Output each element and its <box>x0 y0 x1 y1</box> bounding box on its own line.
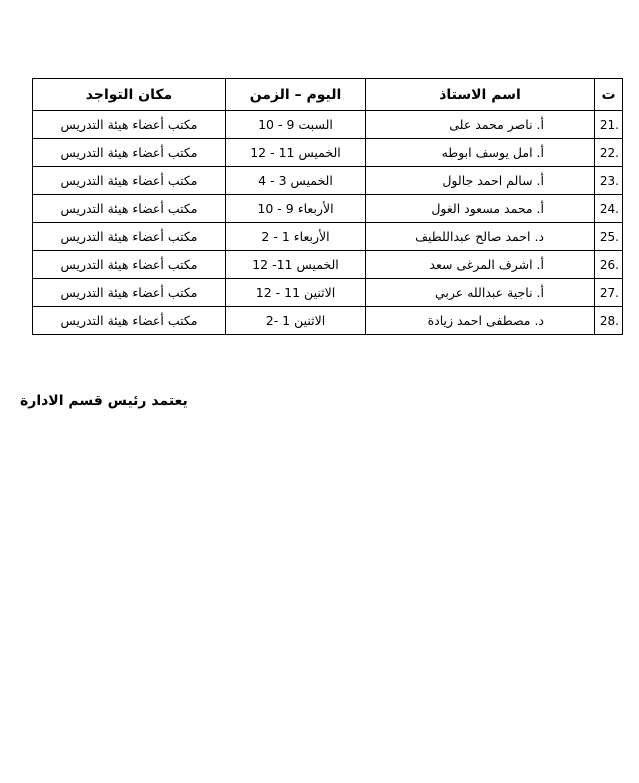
instructor-name: أ. اشرف المرغى سعد <box>366 251 595 279</box>
header-location: مكان التواجد <box>33 79 226 111</box>
row-number: 25. <box>595 223 623 251</box>
day-time: الاثنين 1 -2 <box>226 307 366 335</box>
instructor-name: أ. امل يوسف ابوطه <box>366 139 595 167</box>
location: مكتب أعضاء هيئة التدريس <box>33 111 226 139</box>
location: مكتب أعضاء هيئة التدريس <box>33 195 226 223</box>
row-number: 22. <box>595 139 623 167</box>
day-time: الخميس 3 - 4 <box>226 167 366 195</box>
location: مكتب أعضاء هيئة التدريس <box>33 307 226 335</box>
day-time: السبت 9 - 10 <box>226 111 366 139</box>
table-header-row <box>33 79 623 111</box>
row-number: 21. <box>595 111 623 139</box>
header-day-time: اليوم – الزمن <box>226 79 366 111</box>
row-number: 24. <box>595 195 623 223</box>
day-time: الأربعاء 9 - 10 <box>226 195 366 223</box>
row-number: 26. <box>595 251 623 279</box>
location: مكتب أعضاء هيئة التدريس <box>33 251 226 279</box>
row-number: 28. <box>595 307 623 335</box>
instructor-name: د. احمد صالح عبداللطيف <box>366 223 595 251</box>
row-number: 23. <box>595 167 623 195</box>
table-row <box>33 223 623 251</box>
instructor-name: أ. ناجية عبدالله عربي <box>366 279 595 307</box>
table-row <box>33 111 623 139</box>
table-row <box>33 195 623 223</box>
instructor-name: أ. ناصر محمد على <box>366 111 595 139</box>
row-number: 27. <box>595 279 623 307</box>
instructor-name: أ. سالم احمد جالول <box>366 167 595 195</box>
day-time: الخميس 11- 12 <box>226 251 366 279</box>
office-hours-table <box>32 78 623 335</box>
table-row <box>33 139 623 167</box>
header-number: ت <box>595 79 623 111</box>
location: مكتب أعضاء هيئة التدريس <box>33 167 226 195</box>
header-instructor-name: اسم الاستاذ <box>366 79 595 111</box>
day-time: الأربعاء 1 - 2 <box>226 223 366 251</box>
table-row <box>33 167 623 195</box>
table-row <box>33 279 623 307</box>
instructor-name: د. مصطفى احمد زيادة <box>366 307 595 335</box>
location: مكتب أعضاء هيئة التدريس <box>33 139 226 167</box>
location: مكتب أعضاء هيئة التدريس <box>33 279 226 307</box>
day-time: الخميس 11 - 12 <box>226 139 366 167</box>
department-head-approval: يعتمد رئيس قسم الادارة <box>20 393 188 409</box>
location: مكتب أعضاء هيئة التدريس <box>33 223 226 251</box>
instructor-name: أ. محمد مسعود الغول <box>366 195 595 223</box>
table-row <box>33 307 623 335</box>
table-row <box>33 251 623 279</box>
day-time: الاثنين 11 - 12 <box>226 279 366 307</box>
